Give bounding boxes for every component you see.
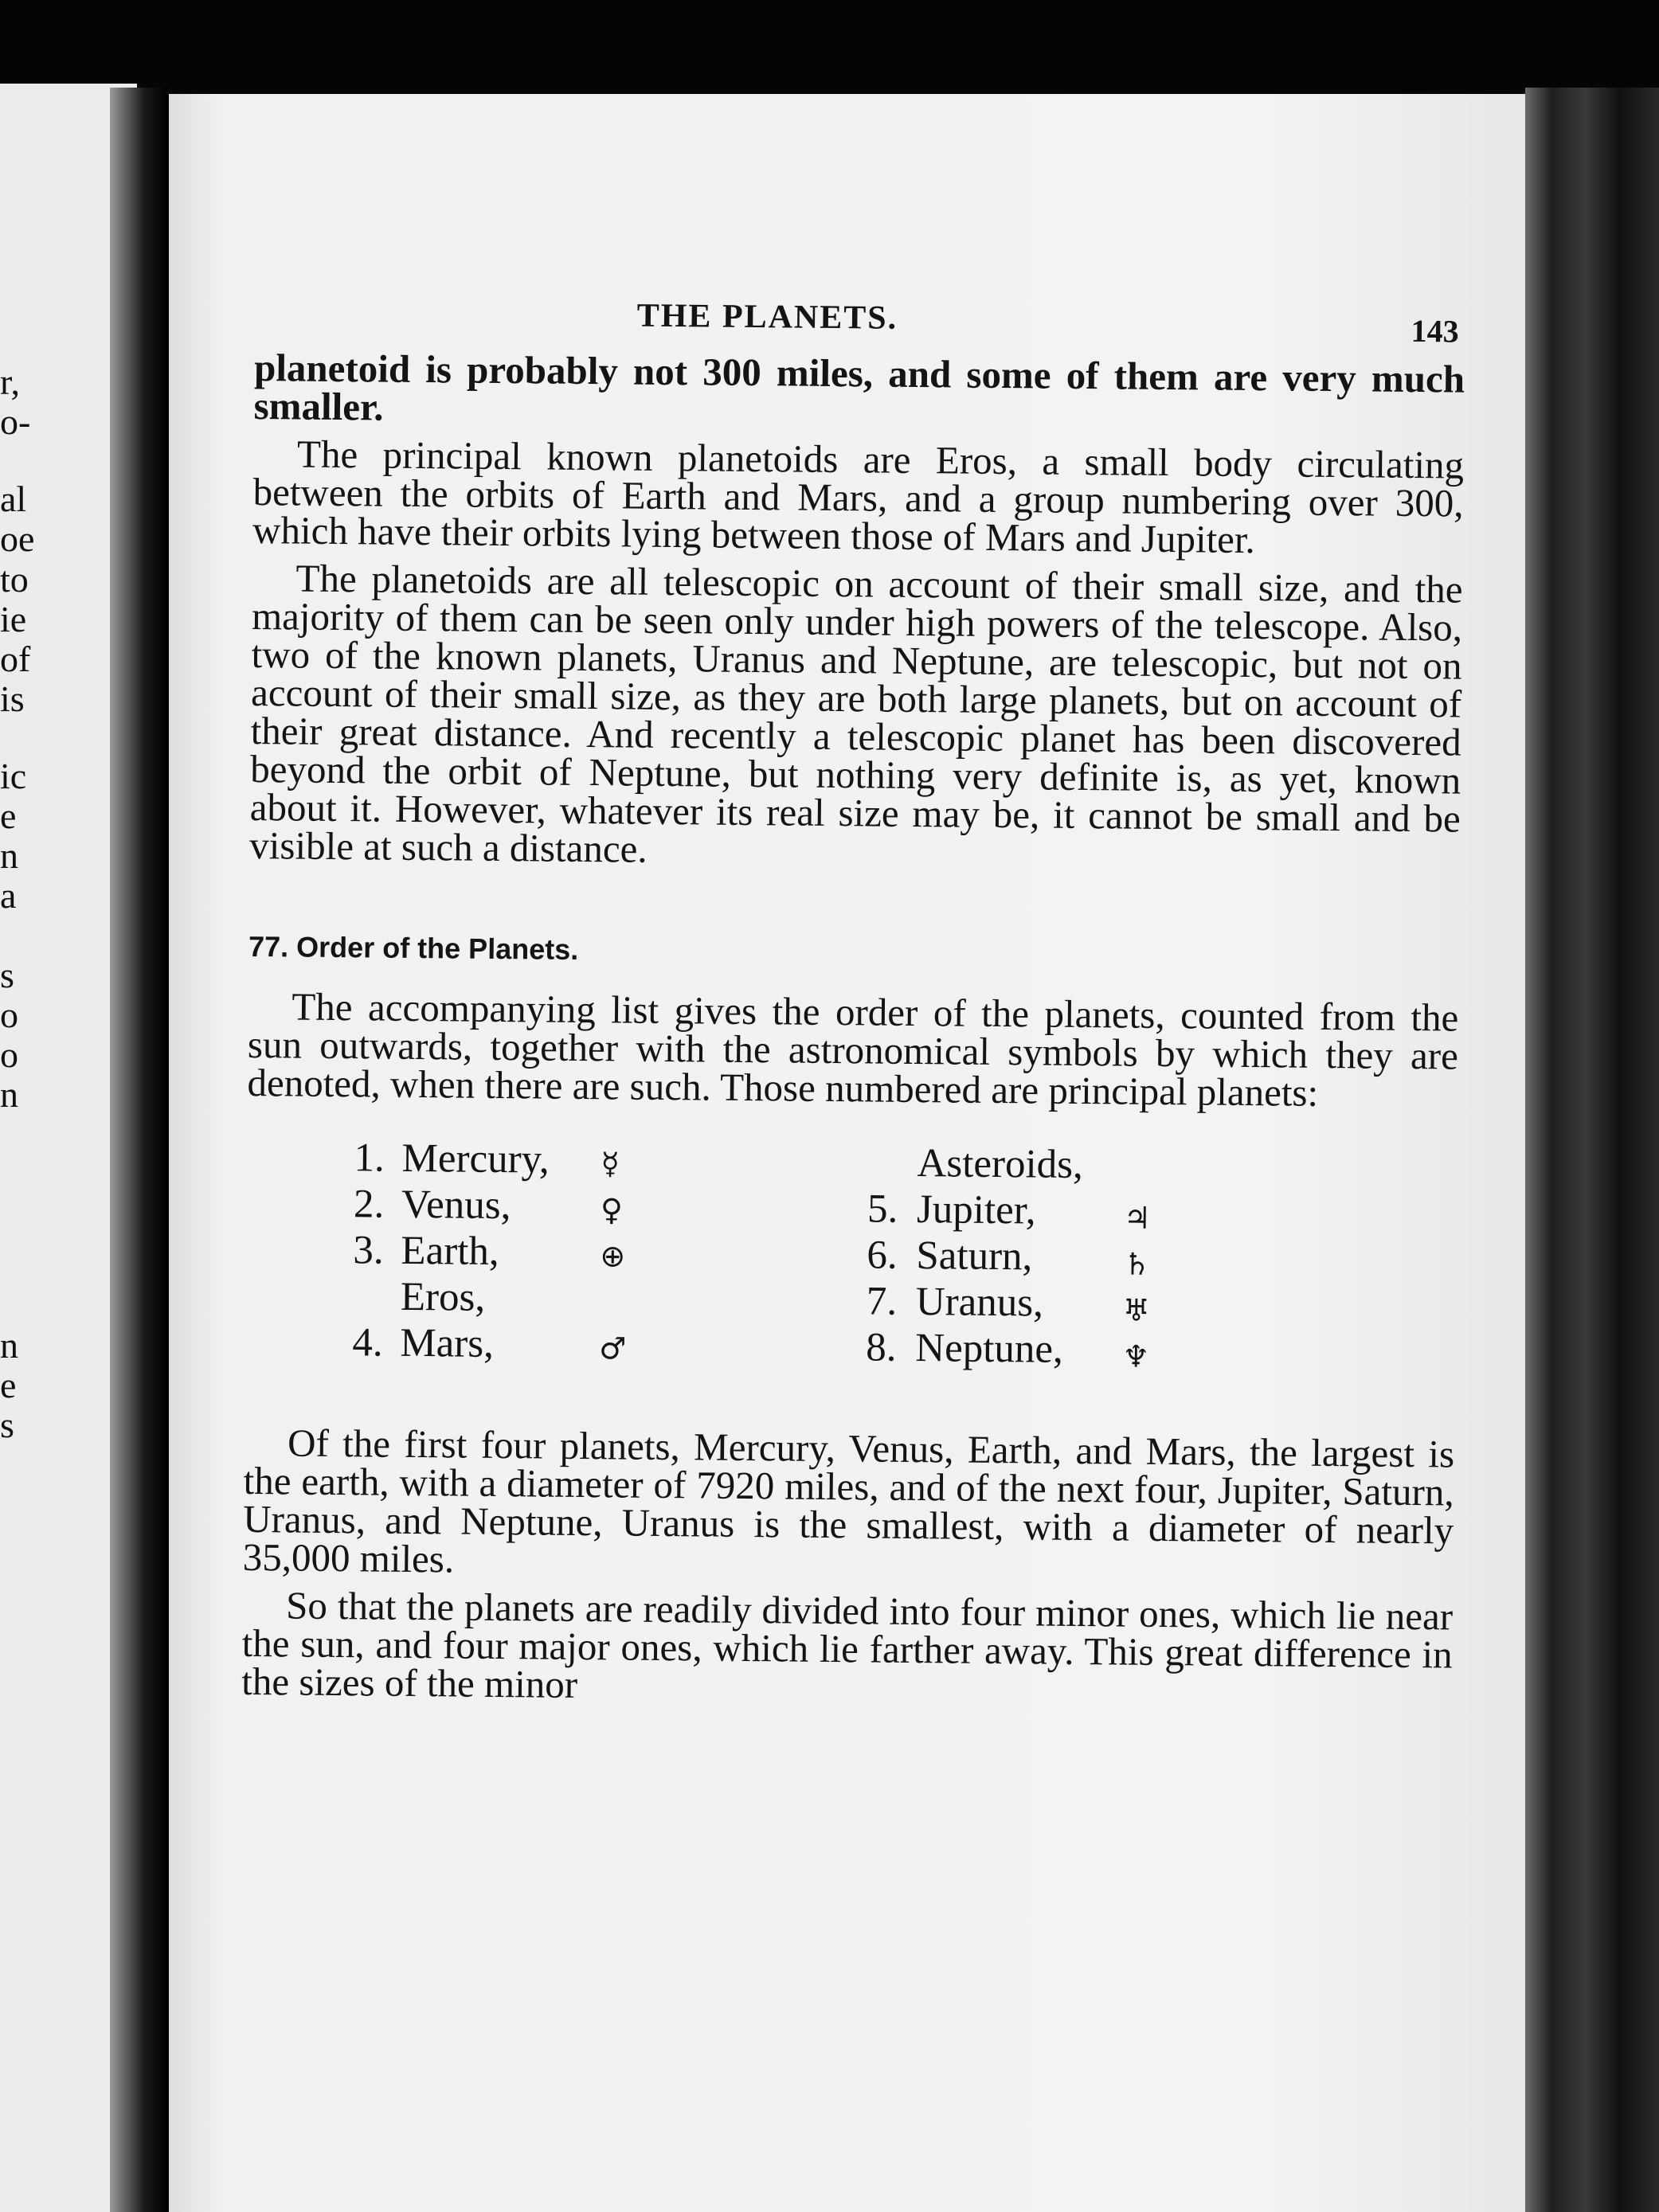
planet-list-right-column bbox=[866, 1139, 1282, 1374]
list-number: 5. bbox=[867, 1186, 898, 1232]
left-page-fragment: to bbox=[0, 559, 29, 600]
venus-symbol-icon: ♀ bbox=[600, 1192, 624, 1228]
planet-list bbox=[245, 1134, 1457, 1409]
planet-name: Mars, bbox=[400, 1320, 495, 1366]
section-heading: 77. Order of the Planets. bbox=[248, 929, 579, 966]
list-number: 4. bbox=[352, 1320, 383, 1366]
book-gutter bbox=[110, 88, 167, 2212]
list-number: 1. bbox=[354, 1135, 385, 1181]
planet-name: Eros, bbox=[400, 1274, 486, 1320]
list-item bbox=[867, 1278, 1281, 1328]
left-page-fragment: ic bbox=[0, 756, 27, 796]
left-page-fragment: s bbox=[0, 1405, 14, 1445]
planet-name: Venus, bbox=[401, 1182, 511, 1229]
paragraph: The planetoids are all telescopic on account of their small size, and the majority of them can be seen only under high powers of the telescope. Also, two of the known planets, Uranus and Neptune, are telescopic, but not on account of their small size, as they are both large planets, but on account of their great distance. And recently a telescopic planet has been discovered beyond the orbit of Neptune, but nothing very definite is, as yet, known about it. However, whatever its real size may be, it cannot be small and be visible at such a distance. bbox=[249, 556, 1463, 871]
section-intro: The accompanying list gives the order of the planets, counted from the sun outwards, together with the astronomical symbols by which they are denoted, when there are such. Those numbered are principal planets: bbox=[247, 984, 1459, 1115]
left-page-fragment: of bbox=[0, 639, 31, 679]
list-item bbox=[866, 1324, 1281, 1374]
book-page bbox=[169, 94, 1540, 2212]
list-item bbox=[353, 1227, 688, 1276]
planet-name: Saturn, bbox=[916, 1233, 1033, 1280]
planet-name: Neptune, bbox=[915, 1326, 1064, 1372]
left-page-fragment: n bbox=[0, 1325, 18, 1366]
planet-name: Asteroids, bbox=[917, 1141, 1084, 1188]
left-page-fragment: o bbox=[0, 1034, 18, 1075]
left-page-fragment: s bbox=[0, 955, 14, 995]
list-item bbox=[867, 1232, 1281, 1282]
planet-name: Earth, bbox=[401, 1228, 499, 1274]
left-page-fragment: is bbox=[0, 678, 25, 719]
planet-name: Uranus, bbox=[915, 1280, 1044, 1326]
running-head bbox=[254, 293, 1465, 361]
page-content bbox=[241, 293, 1465, 1722]
earth-symbol-icon: ⊕ bbox=[600, 1238, 626, 1274]
left-page-fragment: n bbox=[0, 1074, 18, 1115]
left-page-fragment: oe bbox=[0, 518, 35, 559]
list-number: 2. bbox=[353, 1182, 385, 1227]
saturn-symbol-icon: ♄ bbox=[1123, 1246, 1151, 1282]
left-page-fragment: e bbox=[0, 795, 17, 836]
list-item bbox=[354, 1135, 689, 1184]
left-page-fragment: a bbox=[0, 875, 17, 916]
list-item bbox=[867, 1186, 1282, 1236]
list-number: 3. bbox=[353, 1228, 384, 1273]
left-page-fragment: r, bbox=[0, 362, 20, 402]
jupiter-symbol-icon: ♃ bbox=[1123, 1200, 1152, 1236]
paragraph: So that the planets are readily divided into four minor ones, which lie near the sun, and four major ones, which lie farther away. This great difference in the sizes of the minor bbox=[241, 1583, 1454, 1706]
list-item bbox=[353, 1273, 688, 1323]
list-item bbox=[867, 1139, 1282, 1190]
list-number: 7. bbox=[866, 1279, 898, 1324]
paragraph: planetoid is probably not 300 miles, and some of them are very much smaller. bbox=[253, 345, 1465, 429]
left-page-fragment: o bbox=[0, 995, 18, 1035]
mars-symbol-icon: ♂ bbox=[599, 1331, 627, 1366]
neptune-symbol-icon: ♆ bbox=[1122, 1339, 1150, 1374]
list-number: 6. bbox=[867, 1233, 898, 1278]
planet-name: Mercury, bbox=[401, 1135, 550, 1182]
running-title: THE PLANETS. bbox=[636, 297, 898, 337]
page-number: 143 bbox=[1411, 312, 1459, 350]
mercury-symbol-icon: ☿ bbox=[601, 1146, 620, 1182]
left-page-fragment: n bbox=[0, 835, 18, 876]
list-item bbox=[354, 1181, 689, 1230]
left-page-fragment: e bbox=[0, 1365, 17, 1405]
paragraph: Of the first four planets, Mercury, Venus, Earth, and Mars, the largest is the earth, with a diameter of 7920 miles, and of the next four, Jupiter, Saturn, Uranus, and Neptune, Uranus is the smallest, with a diameter of nearly 35,000 miles. bbox=[242, 1421, 1455, 1581]
left-page-fragment: o- bbox=[0, 401, 31, 442]
left-page-fragment: al bbox=[0, 479, 27, 519]
list-item bbox=[352, 1319, 687, 1369]
planet-list-left-column bbox=[352, 1135, 689, 1369]
uranus-symbol-icon: ♅ bbox=[1122, 1292, 1151, 1328]
paragraph: The principal known planetoids are Eros, a small body circulating between the orbits of Earth and Mars, and a group numbering over 300, which have their orbits lying between those of Mars and Jupiter. bbox=[252, 432, 1465, 562]
list-number: 8. bbox=[866, 1325, 897, 1370]
planet-name: Jupiter, bbox=[916, 1187, 1036, 1233]
left-page-fragment: ie bbox=[0, 599, 27, 639]
page-edge-stack bbox=[1525, 88, 1659, 2212]
